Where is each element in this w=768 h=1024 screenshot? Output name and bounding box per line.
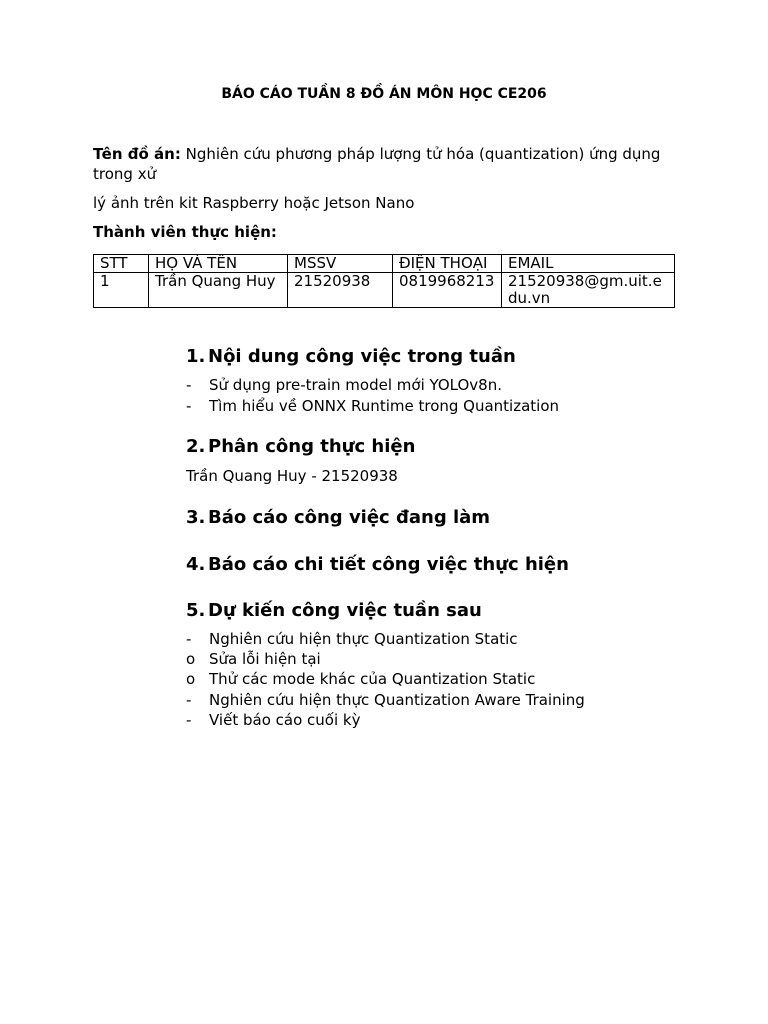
section-title: Báo cáo chi tiết công việc thực hiện [208,554,569,575]
list-marker: - [186,691,192,709]
table-header-email: EMAIL [502,255,675,273]
section-number: 5. [186,600,206,621]
section-heading-3 [186,507,490,528]
list-item-text: Sử dụng pre-train model mới YOLOv8n. [209,376,502,394]
list-item [186,711,360,729]
list-item [186,397,559,415]
project-label: Tên đồ án: [93,145,181,163]
assignment-text: Trần Quang Huy - 21520938 [186,467,398,485]
cell-stt: 1 [94,273,149,308]
list-marker: - [186,397,192,415]
report-title: BÁO CÁO TUẦN 8 ĐỒ ÁN MÔN HỌC CE206 [221,86,547,102]
section-title: Nội dung công việc trong tuần [208,346,516,367]
list-marker: - [186,376,192,394]
section-title: Báo cáo công việc đang làm [208,507,491,528]
list-item [186,670,535,688]
section-number: 3. [186,507,206,528]
list-item-text: Nghiên cứu hiện thực Quantization Aware Training [209,691,585,709]
table-header-phone: ĐIỆN THOẠI [393,255,502,273]
section-heading-4 [186,554,569,575]
list-item-text: Tìm hiểu về ONNX Runtime trong Quantization [209,397,560,415]
section-heading-5 [186,600,482,621]
list-item [186,630,518,648]
list-item [186,376,502,394]
section-title: Phân công thực hiện [208,436,416,457]
members-table [93,254,675,308]
section-number: 2. [186,436,206,457]
table-header-mssv: MSSV [288,255,393,273]
list-marker: - [186,711,192,729]
cell-email: 21520938@gm.uit.edu.vn [502,273,675,308]
cell-phone: 0819968213 [393,273,502,308]
table-header-row [94,255,675,273]
cell-mssv: 21520938 [288,273,393,308]
section-number: 4. [186,554,206,575]
list-item [186,650,321,668]
section-title: Dự kiến công việc tuần sau [208,600,482,621]
table-row [94,273,675,308]
table-header-name: HỌ VÀ TÊN [149,255,288,273]
members-label: Thành viên thực hiện: [93,223,277,241]
project-text-line1: Nghiên cứu phương pháp lượng tử hóa (quantization) ứng dụng trong xử [93,145,661,183]
project-name [93,144,673,184]
list-item [186,691,585,709]
list-marker: - [186,630,192,648]
cell-name: Trần Quang Huy [149,273,288,308]
project-text-line2: lý ảnh trên kit Raspberry hoặc Jetson Nano [93,194,415,212]
section-number: 1. [186,346,206,367]
list-marker: o [186,650,196,668]
section-heading-2 [186,436,415,457]
section-heading-1 [186,346,516,367]
list-marker: o [186,670,196,688]
list-item-text: Nghiên cứu hiện thực Quantization Static [209,630,518,648]
list-item-text: Viết báo cáo cuối kỳ [209,711,361,729]
list-item-text: Sửa lỗi hiện tại [209,650,321,668]
table-header-stt: STT [94,255,149,273]
list-item-text: Thử các mode khác của Quantization Static [209,670,536,688]
